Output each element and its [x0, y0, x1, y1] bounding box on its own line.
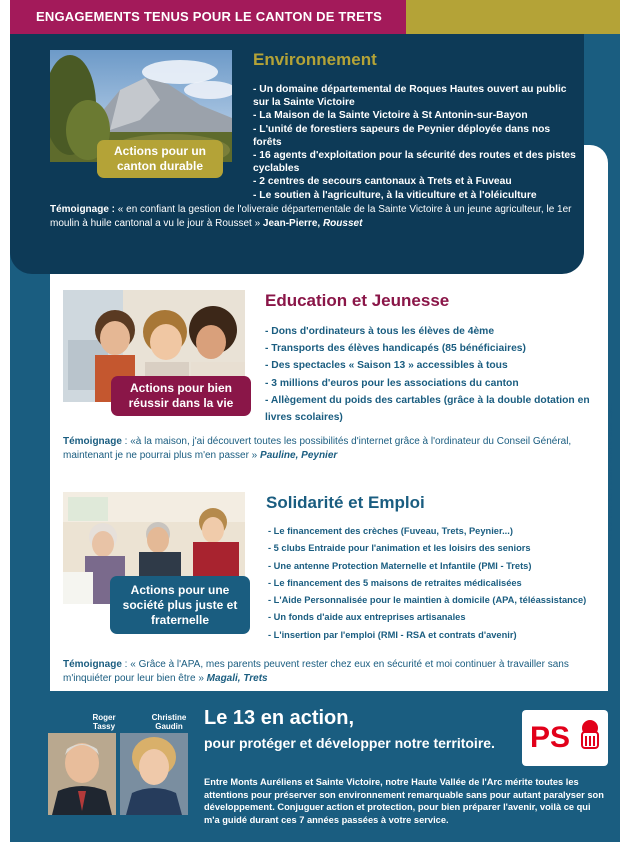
list-item: - Allègement du poids des cartables (grâce à la double dotation en livres scolaires) — [265, 394, 590, 424]
rose-icon — [576, 718, 604, 754]
list-item: - Des spectacles « Saison 13 » accessibles à tous — [265, 360, 508, 372]
testimony-place: Rousset — [322, 218, 363, 229]
testimony-author: Jean-Pierre, — [262, 218, 323, 229]
list-item: - 3 millions d'euros pour les associations du canton — [265, 377, 519, 389]
environnement-title: Environnement — [253, 50, 377, 69]
education-title: Education et Jeunesse — [265, 291, 450, 310]
list-item: - Le financement des crèches (Fuveau, Trets, Peynier...) — [268, 526, 513, 536]
education-pill: Actions pour bien réussir dans la vie — [111, 376, 251, 416]
candidate-name-2: Christine Gaudin — [151, 713, 187, 731]
page-header-title: ENGAGEMENTS TENUS POUR LE CANTON DE TRETS — [10, 0, 406, 34]
list-item: - Une antenne Protection Maternelle et Infantile (PMI - Trets) — [268, 560, 532, 571]
list-item: - La Maison de la Sainte Victoire à St Antonin-sur-Bayon — [253, 110, 528, 122]
testimony-text: « en confiant la gestion de l'oliveraie départementale de la Sainte Victoire à un jeune agriculteur, le 1er moulin à huile cantonal a vu le jour à Rousset » — [50, 204, 572, 229]
list-item: - Le soutien à l'agriculture, à la viticulture et à l'oléiculture — [253, 189, 537, 201]
testimony-author: Magali, Trets — [206, 673, 268, 684]
list-item: - Dons d'ordinateurs à tous les élèves de 4ème — [265, 326, 495, 337]
list-item: - 5 clubs Entraide pour l'animation et les loisirs des seniors — [268, 543, 531, 554]
candidate-name-1: Roger Tassy — [92, 713, 116, 731]
testimony-text: : «à la maison, j'ai découvert toutes les possibilités d'internet grâce à l'ordinateur du Conseil Général, maintenant je ne pourrai plus m'en passer » — [63, 436, 572, 461]
list-item: - L'insertion par l'emploi (RMI - RSA et contrats d'avenir) — [268, 629, 517, 640]
legal-note: Vu le candidat - Sud Impression Marseille - papier recyclé — [608, 403, 614, 540]
bottom-body: Entre Monts Auréliens et Sainte Victoire, notre Haute Vallée de l'Arc mérite toutes les attentions pour préserver son environnement remarquable sans pour autant paralyser son développement. Conjuguer action et protection, pour bien préparer l'avenir, voilà ce qui m'a guidé durant ces 7 années passées à votre service. — [204, 777, 604, 825]
header-accent-bar — [406, 0, 620, 34]
solidarite-title: Solidarité et Emploi — [266, 493, 425, 512]
solidarite-list — [268, 523, 598, 644]
list-item: - Transports des élèves handicapés (85 bénéficiaires) — [265, 343, 526, 355]
list-item: - 2 centres de secours cantonaux à Trets et à Fuveau — [253, 176, 512, 188]
environnement-list — [253, 83, 579, 202]
testimony-label: Témoignage — [63, 436, 122, 447]
testimony-label: Témoignage — [63, 659, 122, 670]
candidate-photo-2 — [120, 733, 188, 815]
list-item: - Le financement des 5 maisons de retraites médicalisées — [268, 577, 522, 588]
testimony-author: Pauline, Peynier — [260, 450, 338, 461]
list-item: - Un domaine départemental de Roques Hautes ouvert au public sur la Sainte Victoire — [253, 84, 567, 109]
ps-logo-text: PS — [530, 721, 571, 754]
education-list — [265, 323, 595, 426]
testimony-label: Témoignage : — [50, 204, 116, 215]
environnement-testimony — [50, 203, 578, 231]
candidate-photo-1 — [48, 733, 116, 815]
testimony-text: : « Grâce à l'APA, mes parents peuvent rester chez eux en sécurité et moi continuer à travailler sans m'inquiéter pour leur bien être » — [63, 659, 569, 684]
bottom-title: Le 13 en action, — [204, 707, 355, 729]
solidarite-pill: Actions pour une société plus juste et fraternelle — [110, 576, 250, 634]
list-item: - L'Aide Personnalisée pour le maintien à domicile (APA, téléassistance) — [268, 595, 587, 606]
environnement-pill: Actions pour un canton durable — [97, 140, 223, 178]
education-testimony — [63, 435, 598, 463]
list-item: - 16 agents d'exploitation pour la sécurité des routes et des pistes cyclables — [253, 150, 576, 175]
list-item: - L'unité de forestiers sapeurs de Peynier déployée dans nos forêts — [253, 123, 551, 148]
list-item: - Un fonds d'aide aux entreprises artisanales — [268, 612, 466, 623]
ps-logo — [522, 710, 608, 766]
bottom-subtitle: pour protéger et développer notre territoire. — [204, 735, 495, 751]
solidarite-testimony — [63, 658, 598, 686]
